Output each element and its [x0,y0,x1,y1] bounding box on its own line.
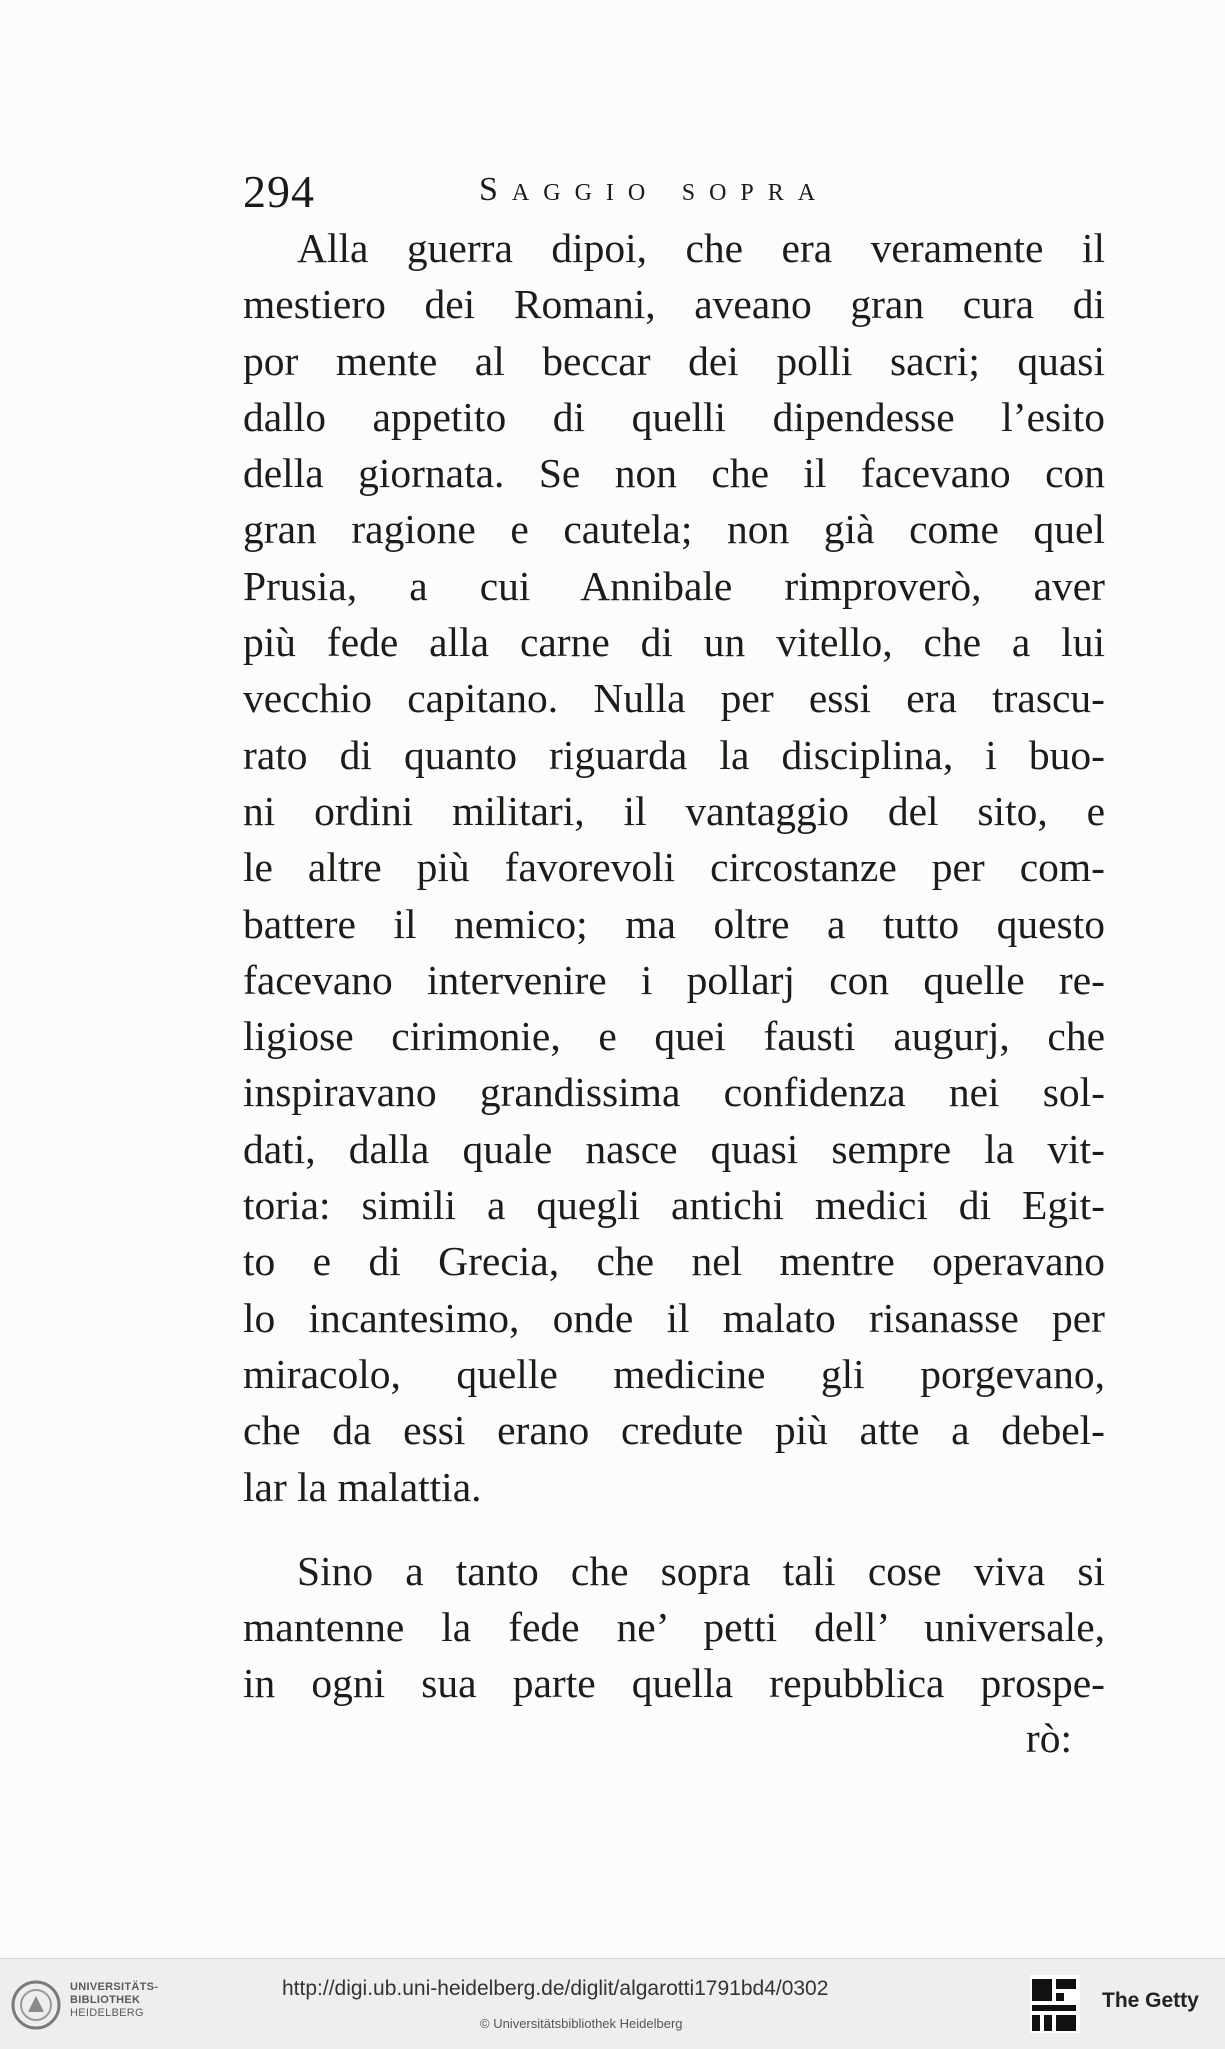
body-text [243,220,1105,1712]
text-line: inspiravano grandissima confidenza nei sol- [243,1069,1105,1116]
text-line: lar la malattia. [243,1463,482,1510]
text-line: toria: simili a quegli antichi medici di Egit- [243,1182,1105,1229]
text-line: ligiose cirimonie, e quei fausti augurj, che [243,1013,1105,1060]
text-line: le altre più favorevoli circostanze per com- [243,844,1105,891]
text-line: por mente al beccar dei polli sacri; quasi [243,337,1105,384]
text-line: Prusia, a cui Annibale rimproverò, aver [243,562,1105,609]
page-header [243,165,1103,225]
text-line: della giornata. Se non che il facevano con [243,450,1105,497]
getty-logo-icon [1030,1975,1080,2033]
text-line: dallo appetito di quelli dipendesse l’esito [243,393,1105,440]
text-line: che da essi erano credute più atte a debel- [243,1407,1105,1454]
copyright-notice: © Universitätsbibliothek Heidelberg [480,2016,683,2031]
text-line: vecchio capitano. Nulla per essi era trascu- [243,675,1105,722]
text-line: to e di Grecia, che nel mentre operavano [243,1238,1105,1285]
text-line: Alla guerra dipoi, che era veramente il [297,225,1105,271]
text-line: più fede alla carne di un vitello, che a lui [243,619,1105,666]
university-seal-icon [10,1979,62,2031]
paragraph-gap [243,1515,1105,1543]
text-line: Sino a tanto che sopra tali cose viva si [297,1547,1105,1594]
text-line: mantenne la fede ne’ petti dell’ universale, [243,1604,1105,1651]
partner-name: The Getty [1102,1989,1199,2012]
text-line: facevano intervenire i pollarj con quelle re- [243,956,1105,1003]
text-line: mestiero dei Romani, aveano gran cura di [243,281,1105,328]
viewer-footer [0,1958,1225,2049]
text-line: lo incantesimo, onde il malato risanasse per [243,1294,1105,1341]
text-line: battere il nemico; ma oltre a tutto questo [243,900,1105,947]
catchword: rò: [1025,1715,1072,1761]
library-name: UNIVERSITÄTS- BIBLIOTHEK HEIDELBERG [70,1981,159,2019]
page-number: 294 [243,166,315,217]
text-line: ni ordini militari, il vantaggio del sito, e [243,787,1105,834]
permalink-url[interactable]: http://digi.ub.uni-heidelberg.de/diglit/algarotti1791bd4/0302 [282,1977,829,2000]
text-line: dati, dalla quale nasce quasi sempre la vit- [243,1125,1105,1172]
running-title: Saggio sopra [479,171,830,208]
text-line: in ogni sua parte quella repubblica prospe- [243,1660,1105,1707]
text-line: gran ragione e cautela; non già come quel [243,506,1105,553]
text-line: miracolo, quelle medicine gli porgevano, [243,1350,1105,1397]
text-line: rato di quanto riguarda la disciplina, i buo- [243,731,1105,778]
